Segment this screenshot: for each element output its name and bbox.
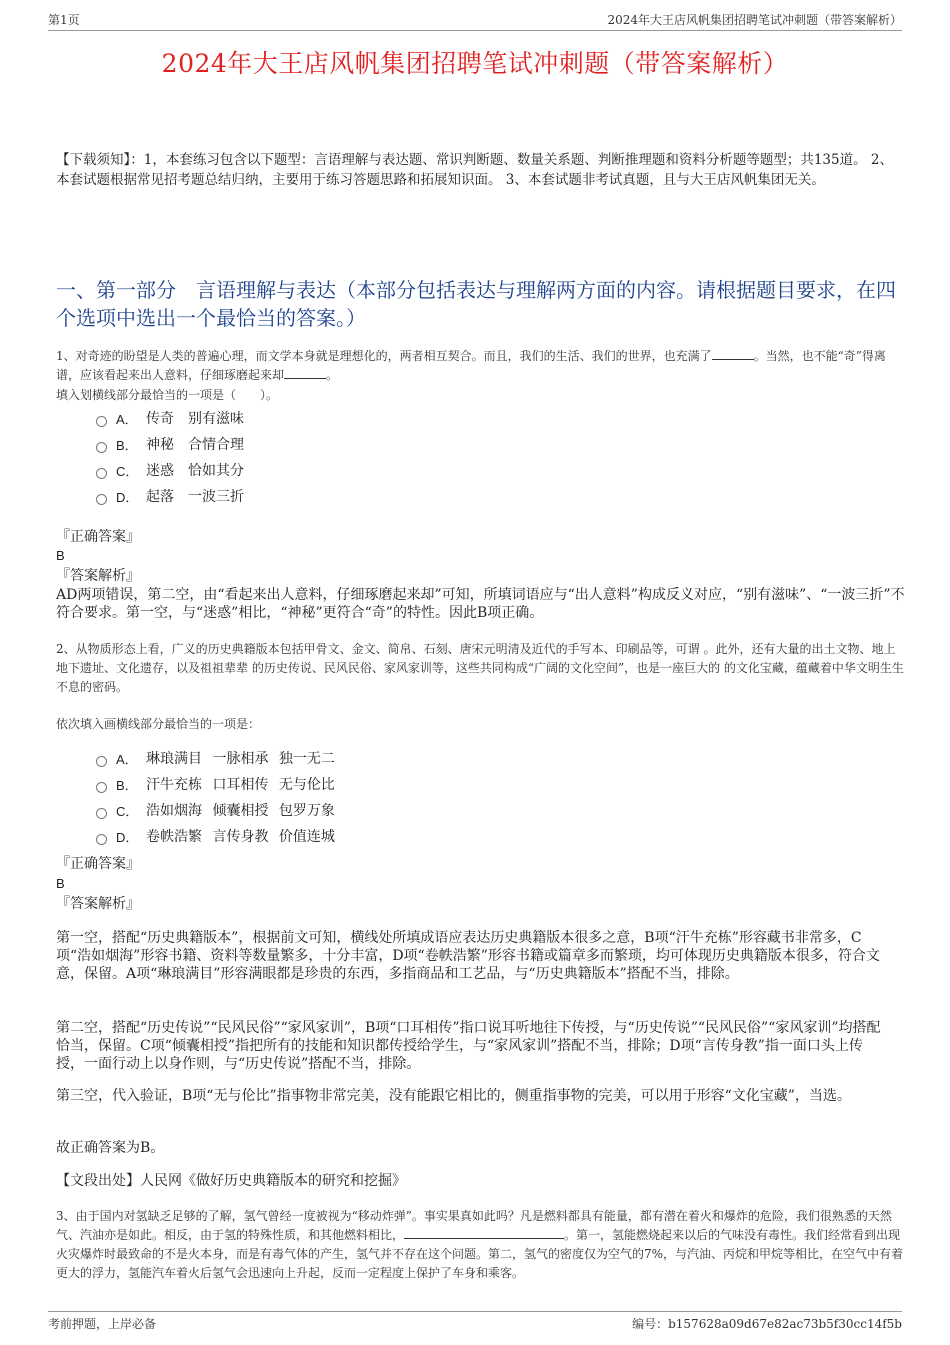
q1-analysis-label: 『答案解析』: [56, 568, 140, 584]
download-notice: 【下载须知】：1，本套练习包含以下题型：言语理解与表达题、常识判断题、数量关系题、判断推理题和资料分析题等题型；共135道。 2、本套试题根据常见招考题总结归纳，主要用于练习答题思路和拓展知识面。 3、本套试题非考试真题，且与大王店风帆集团无关。: [56, 152, 893, 188]
fill-blank: [284, 366, 326, 379]
option-letter: B．: [116, 437, 138, 453]
question-2-text: 2、从物质形态上看，广义的历史典籍版本包括甲骨文、金文、简帛、石刻、唐宋元明清及近代的手写本、印刷品等，可谓 。此外，还有大量的出土文物、地上地下遗址、文化遗存，以及祖祖辈辈 的历史传说、民风民俗、家风家训等，这些共同构成“广阔的文化空间”，也是一座巨大的 的文化宝藏，蕴藏着中华文明生生不息的密码。: [56, 642, 904, 694]
q2-analysis-paragraph-2: 第二空，搭配“历史传说”“民风民俗”“家风家训”，B项“口耳相传”指口说耳听地往下传授，与“历史传说”“民风民俗”“家风家训”均搭配恰当，保留。C项“倾囊相授”指把所有的技能和知识都传授给学生，与“家风家训”搭配不当，排除；D项“言传身教”指一面口头上传授，一面行动上以身作则，与“历史传说”搭配不当，排除。: [56, 1020, 881, 1072]
q2-analysis-paragraph-3: 第三空，代入验证，B项“无与伦比”指事物非常完美，没有能跟它相比的，侧重指事物的完美，可以用于形容“文化宝藏”，当选。: [56, 1088, 851, 1104]
option-letter: D．: [116, 489, 139, 505]
question-1-text: [56, 347, 906, 385]
section-part: 一、第一部分: [56, 278, 176, 302]
fill-blank: [712, 347, 754, 360]
q1-text-part-c: 。: [326, 368, 339, 382]
q2-conclusion: 故正确答案为B。: [56, 1140, 165, 1156]
option-b[interactable]: [96, 431, 244, 457]
radio-icon[interactable]: [96, 756, 107, 767]
option-letter: A．: [116, 751, 138, 767]
page-number: 第1页: [48, 12, 80, 27]
q2-source: 【文段出处】人民网《做好历史典籍版本的研究和挖掘》: [56, 1173, 406, 1189]
option-c[interactable]: [96, 797, 335, 823]
option-letter: A．: [116, 411, 138, 427]
option-text: 琳琅满目 一脉相承 独一无二: [146, 751, 335, 767]
option-letter: B．: [116, 777, 138, 793]
footer-serial: 编号：b157628a09d67e82ac73b5f30cc14f5b: [632, 1316, 902, 1331]
page-footer: [48, 1311, 902, 1334]
radio-icon[interactable]: [96, 808, 107, 819]
document-title: 2024年大王店风帆集团招聘笔试冲刺题（带答案解析）: [161, 49, 789, 78]
fill-blank: [404, 1226, 564, 1239]
option-b[interactable]: [96, 771, 335, 797]
radio-icon[interactable]: [96, 468, 107, 479]
section-title: 言语理解与表达（本部分包括表达与理解两方面的内容。请根据题目要求，在四个选项中选出一个最恰当的答案。）: [56, 278, 896, 330]
radio-icon[interactable]: [96, 834, 107, 845]
question-1-prompt: 填入划横线部分最恰当的一项是（ ）。: [56, 388, 279, 402]
q1-text-part-b: 。当然，也不能“奇”得离谱，应该看起来出人意料，仔细琢磨起来却: [56, 349, 886, 382]
option-text: 传奇 别有滋味: [146, 411, 244, 427]
option-text: 卷帙浩繁 言传身教 价值连城: [146, 829, 335, 845]
option-letter: D．: [116, 829, 139, 845]
q3-text-part-a: 3、由于国内对氢缺乏足够的了解，氢气曾经一度被视为“移动炸弹”。事实果真如此吗？凡是燃料都具有能量，都有潜在着火和爆炸的危险，我们很熟悉的天然气、汽油亦是如此。相反，由于氢的特殊性质，和其他燃料相比，: [56, 1209, 892, 1242]
section-heading: [56, 276, 906, 332]
q1-answer: B: [56, 548, 65, 563]
option-a[interactable]: [96, 405, 244, 431]
q1-analysis: AD两项错误，第二空，由“看起来出人意料，仔细琢磨起来却”可知，所填词语应与“出人意料”构成反义对应，“别有滋味”、“一波三折”不符合要求。第一空，与“迷惑”相比，“神秘”更符合“奇”的特性。因此B项正确。: [56, 587, 905, 621]
option-letter: C．: [116, 803, 139, 819]
question-1-options: [96, 405, 244, 509]
q2-answer-label: 『正确答案』: [56, 856, 140, 872]
question-2-options: [96, 745, 335, 849]
page-header: [48, 8, 902, 31]
option-text: 起落 一波三折: [146, 489, 244, 505]
option-c[interactable]: [96, 457, 244, 483]
radio-icon[interactable]: [96, 782, 107, 793]
header-doc-title: 2024年大王店风帆集团招聘笔试冲刺题（带答案解析）: [607, 12, 902, 27]
q3-text-part-b: 。第一，氢能燃烧起来以后的气味没有毒性。我们经常看到出现火灾爆炸时最致命的不是火本身，而是有毒气体的产生，氢气并不存在这个问题。第二，氢气的密度仅为空气的7%，与汽油、丙烷和甲烷等相比，在空气中有着更大的浮力，氢能汽车着火后氢气会迅速向上升起，反而一定程度上保护了车身和乘客。: [56, 1228, 904, 1280]
radio-icon[interactable]: [96, 416, 107, 427]
option-d[interactable]: [96, 483, 244, 509]
option-a[interactable]: [96, 745, 335, 771]
q2-answer: B: [56, 876, 65, 891]
radio-icon[interactable]: [96, 442, 107, 453]
option-text: 神秘 合情合理: [146, 437, 244, 453]
radio-icon[interactable]: [96, 494, 107, 505]
option-text: 迷惑 恰如其分: [146, 463, 244, 479]
option-text: 浩如烟海 倾囊相授 包罗万象: [146, 803, 335, 819]
question-2-prompt: 依次填入画横线部分最恰当的一项是：: [56, 717, 261, 731]
option-text: 汗牛充栋 口耳相传 无与伦比: [146, 777, 335, 793]
q1-text-part-a: 1、对奇迹的盼望是人类的普遍心理，而文学本身就是理想化的，两者相互契合。而且，我们的生活、我们的世界，也充满了: [56, 349, 712, 363]
option-d[interactable]: [96, 823, 335, 849]
q2-analysis-label: 『答案解析』: [56, 896, 140, 912]
q2-analysis-paragraph-1: 第一空，搭配“历史典籍版本”，根据前文可知，横线处所填成语应表达历史典籍版本很多之意，B项“汗牛充栋”形容藏书非常多，C项“浩如烟海”形容书籍、资料等数量繁多，十分丰富，D项“卷帙浩繁”形容书籍或篇章多而繁琐，均可体现历史典籍版本很多，符合文意，保留。A项“琳琅满目”形容满眼都是珍贵的东西，多指商品和工艺品，与“历史典籍版本”搭配不当，排除。: [56, 930, 880, 982]
question-3-text: [56, 1207, 906, 1283]
option-letter: C．: [116, 463, 139, 479]
footer-slogan: 考前押题，上岸必备: [48, 1316, 157, 1331]
q1-answer-label: 『正确答案』: [56, 529, 140, 545]
